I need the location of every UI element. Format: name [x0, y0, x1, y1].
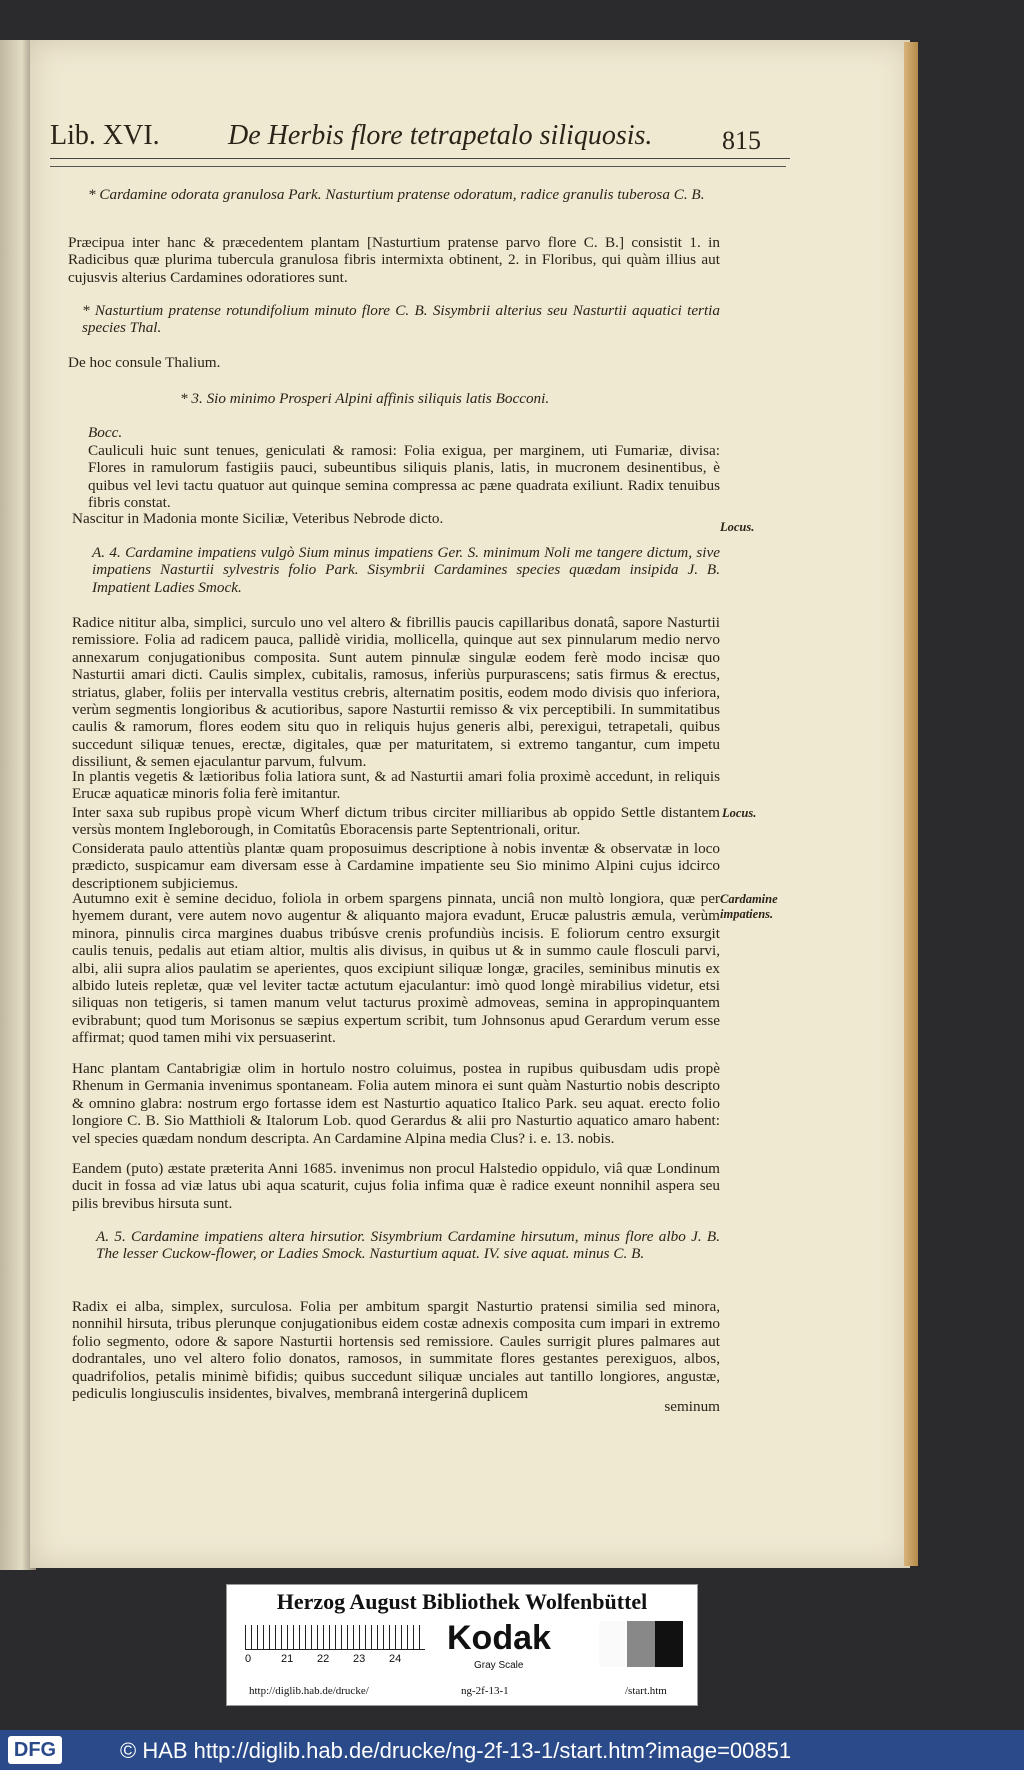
paragraph: Considerata paulo attentiùs plantæ quam proposuimus descriptione à nobis inventæ & observatæ in loco prædicto, suspicamur eam diversam esse à Cardamine impatiente seu Sio minimo Alpini cujus idcirco descriptionem subjiciemus.	[72, 840, 720, 892]
scale-number: 23	[353, 1653, 366, 1665]
entry-heading: * 3. Sio minimo Prosperi Alpini affinis siliquis latis Bocconi.	[180, 390, 550, 407]
swatch	[655, 1621, 683, 1667]
gray-scale-label: Gray Scale	[474, 1660, 524, 1671]
paragraph: In plantis vegetis & lætioribus folia latiora sunt, & ad Nasturtii amari folia proximè accedunt, in reliquis Erucæ aquaticæ minoris folia ferè imitantur.	[72, 768, 720, 803]
paragraph: Radix ei alba, simplex, surculosa. Folia per ambitum spargit Nasturtio pratensi similia sed minora, nonnihil hirsuta, tribus plerunque conjugationibus eidem costæ adnexis composita cum impari in extremo folio segmento, odore & sapore Nasturtii hortensis sed remissiore. Caules surrigit plures palmares aut dodrantales, uno vel altero folio donatos, ramosos, in summitate flores gestantes perexiguos, albos, quadrifolios, petalis minimè bifidis; quibus succedunt siliquæ unciales aut tantillo longiores, angustæ, pediculis longiusculis insidentes, bivalves, membranâ intergerinâ duplicem	[72, 1298, 720, 1403]
paragraph: Cauliculi huic sunt tenues, geniculati & ramosi: Folia exigua, per marginem, uti Fumariæ, divisa: Flores in ramulorum fastigiis pauci, subeuntibus siliquis planis, latis, in mucronem desinentibus, è quibus vel levi tactu quatuor aut quinque semina compressa ac pæne quadrata exiliunt. Radix tenuibus fibris constat.	[88, 442, 720, 512]
paragraph: Inter saxa sub rupibus propè vicum Wherf dictum tribus circiter milliaribus ab oppido Settle distantem versùs montem Ingleborough, in Comitatûs Eboracensis parte Septentrionali, oritur.	[72, 804, 720, 839]
scale-number: 0	[245, 1653, 252, 1665]
scale-number: 22	[317, 1653, 330, 1665]
abbreviation: Bocc.	[88, 424, 123, 441]
target-url-suffix: /start.htm	[625, 1685, 667, 1697]
running-header	[50, 118, 790, 159]
ruler-scale	[245, 1625, 425, 1650]
paragraph: Radice nititur alba, simplici, surculo uno vel altero & fibrillis paucis capillaribus donatâ, sapore Nasturtii remissiore. Folia ad radicem pauca, pallidè viridia, mollicella, quinque aut sex pinnularum medio nervo annexarum conjugationibus composita. Sunt autem pinnulæ singulæ eodem ferè modo incisæ quo Nasturtii amari dicti. Caulis simplex, cubitalis, ramosus, inferiùs purpurascens; satis firmus & erectus, striatus, glaber, foliis per intervalla vestitus crebris, alternatim positis, eodem modo divisis quo inferiora, verùm segmentis longioribus & acutioribus, sapore Nasturtii remisso & vix perceptibili. In summitatibus caulis & ramorum, flores eodem situ quo in reliquis hujus generis albi, perexigui, tetrapetali, quibus succedunt siliquæ tenues, erectæ, digitales, quæ per maturitatem, si extremo tangantur, cum impetu dissiliunt, & semen ejaculantur parvum, fulvum.	[72, 614, 720, 771]
color-target-card	[226, 1584, 698, 1706]
margin-note: Locus.	[720, 520, 755, 534]
entry-heading: * Nasturtium pratense rotundifolium minuto flore C. B. Sisymbrii alterius seu Nasturtii aquatici tertia species Thal.	[82, 302, 720, 337]
scale-number: 24	[389, 1653, 402, 1665]
gray-swatches	[599, 1621, 683, 1667]
paragraph: Autumno exit è semine deciduo, foliola in orbem spargens pinnata, unciâ non multò longiora, quæ per hyemem durant, vere autem novo augentur & aliquanto majora evadunt, Erucæ palustris æmula, verùm minora, pinnulis circa margines duabus tribúsve crenis profundiùs incisis. E foliorum centro exsurgit caulis tenuis, pedalis aut etiam altior, multis alis divisus, in quibus ut & in summo caule flosculi parvi, albi, alii supra alios paulatim se aperientes, quos excipiunt siliquæ longæ, graciles, seminibus minutis ex albido luteis repletæ, quæ vel leviter tactæ actutum ejaculantur: imò quod longè mirabilius videtur, etsi siliquas non tetigeris, si tamen manum velut tacturus proximè admoveas, semina in appropinquantem evibrabunt; quod tum Morisonus se sæpius expertum scribit, tum Johnsonus apud Gerardum verum esse affirmat; quod tamen mihi vix persuaserint.	[72, 890, 720, 1047]
header-rule	[50, 166, 786, 167]
book-number: Lib. XVI.	[50, 120, 160, 151]
entry-heading: A. 4. Cardamine impatiens vulgò Sium minus impatiens Ger. S. minimum Noli me tangere dictum, sive impatiens Nasturtii sylvestris folio Park. Sisymbrii Cardamines species quædam insipida J. B. Impatient Ladies Smock.	[92, 544, 720, 596]
paragraph: De hoc consule Thalium.	[68, 354, 221, 371]
paragraph: Præcipua inter hanc & præcedentem plantam [Nasturtium pratense parvo flore C. B.] consistit 1. in Radicibus quæ plurima tubercula granulosa fibris intermixta obtinent, 2. in Floribus, qui quàm illius aut cujusvis alterius Cardamines odoratiores sunt.	[68, 234, 720, 286]
running-title: De Herbis flore tetrapetalo siliquosis.	[228, 120, 653, 151]
dfg-logo: DFG	[8, 1736, 62, 1764]
footer-link[interactable]: © HAB http://diglib.hab.de/drucke/ng-2f-13-1/start.htm?image=00851	[120, 1738, 792, 1763]
paragraph: Hanc plantam Cantabrigiæ olim in hortulo nostro coluimus, postea in rupibus quibusdam udis propè Rhenum in Germania invenimus spontaneam. Folia autem minora ei sunt quàm Nasturtio nobis descripto & omnino glabra: nostrum ergo fortasse idem est Nasturtio aquatico Italico Park. seu aquat. erecto folio longiore C. B. Sio Matthioli & Italorum Lob. quod Gerardus & alii pro Nasturtio aquatico amaro habent: vel species quædam nondum descripta. An Cardamine Alpina media Clus? i. e. 13. nobis.	[72, 1060, 720, 1147]
catchword: seminum	[664, 1398, 720, 1415]
entry-heading: * Cardamine odorata granulosa Park. Nasturtium pratense odoratum, radice granulis tuberosa C. B.	[88, 186, 705, 203]
library-name: Herzog August Bibliothek Wolfenbüttel	[276, 1589, 648, 1614]
entry-heading: A. 5. Cardamine impatiens altera hirsutior. Sisymbrium Cardamine hirsutum, minus flore albo J. B. The lesser Cuckow-flower, or Ladies Smock. Nasturtium aquat. IV. sive aquat. minus C. B.	[96, 1228, 720, 1263]
target-url: http://diglib.hab.de/drucke/	[249, 1685, 369, 1697]
margin-note: Cardamine impatiens.	[720, 892, 778, 921]
page-fore-edge	[904, 42, 918, 1566]
target-signature: ng-2f-13-1	[461, 1685, 509, 1697]
margin-note: Locus.	[722, 806, 757, 820]
swatch	[627, 1621, 655, 1667]
paragraph: Eandem (puto) æstate præterita Anni 1685. invenimus non procul Halstedio oppidulo, viâ quæ Londinum ducit in fossa ad viæ latus ubi aqua scaturit, cujus folia infima quæ è radice exeunt nonnihil aspera seu pilis brevibus hirsuta sunt.	[72, 1160, 720, 1212]
swatch	[599, 1621, 627, 1667]
scale-number: 21	[281, 1653, 294, 1665]
kodak-logo: Kodak	[447, 1619, 551, 1657]
scale-numbers	[245, 1653, 425, 1665]
page-number: 815	[722, 126, 761, 155]
paragraph: Nascitur in Madonia monte Siciliæ, Veteribus Nebrode dicto.	[72, 510, 444, 527]
